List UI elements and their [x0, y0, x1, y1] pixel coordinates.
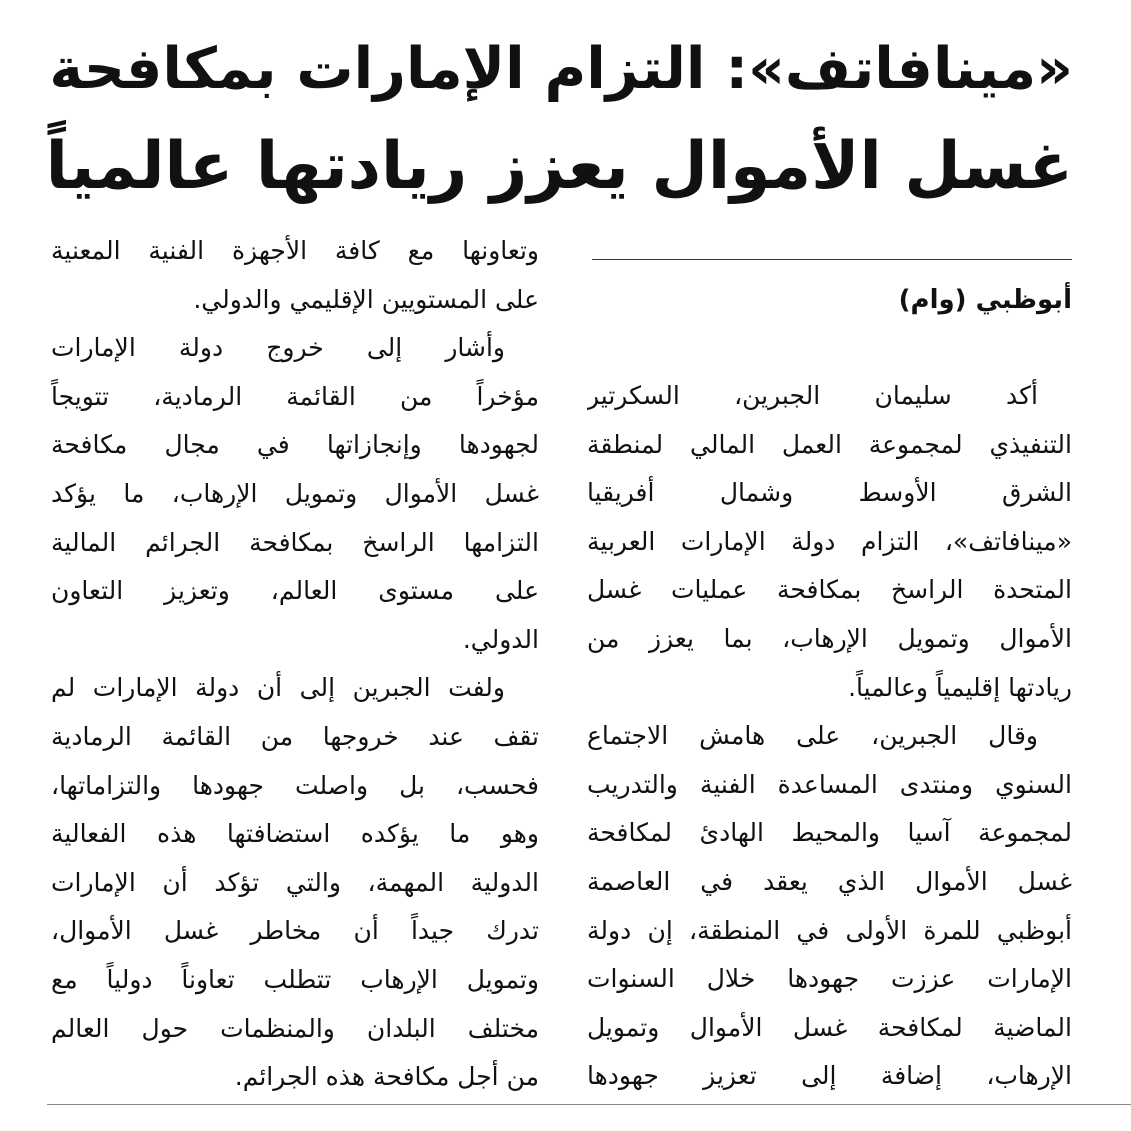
text-line: المتحدة الراسخ بمكافحة عمليات غسل	[587, 575, 1072, 605]
headline-line-1: «مينافاتف»: التزام الإمارات بمكافحة	[49, 36, 1073, 102]
text-line: وتمويل الإرهاب تتطلب تعاوناً دولياً مع	[51, 964, 539, 994]
text-line: وتعاونها مع كافة الأجهزة الفنية المعنية	[51, 236, 539, 265]
text-line: الدولي.	[462, 624, 539, 654]
text-line: وأشار إلى خروج دولة الإمارات	[51, 333, 505, 363]
text-line: من أجل مكافحة هذه الجرائم.	[234, 1062, 539, 1092]
bottom-divider	[47, 1104, 1131, 1105]
text-line: أكد سليمان الجبرين، السكرتير	[587, 381, 1038, 410]
text-line: الماضية لمكافحة غسل الأموال وتمويل	[587, 1012, 1072, 1042]
text-line: غسل الأموال الذي يعقد في العاصمة	[587, 866, 1072, 896]
article-column-left	[51, 227, 539, 1102]
text-line: ريادتها إقليمياً وعالمياً.	[848, 672, 1072, 702]
text-line: الشرق الأوسط وشمال أفريقيا	[587, 478, 1072, 508]
text-line: غسل الأموال وتمويل الإرهاب، ما يؤكد	[51, 478, 539, 508]
text-line: على المستويين الإقليمي والدولي.	[193, 284, 539, 314]
text-line: على مستوى العالم، وتعزيز التعاون	[51, 576, 539, 606]
text-line: لمجموعة آسيا والمحيط الهادئ لمكافحة	[587, 818, 1072, 848]
text-line: السنوي ومنتدى المساعدة الفنية والتدريب	[587, 769, 1072, 799]
text-line: الإرهاب، إضافة إلى تعزيز جهودها	[587, 1061, 1072, 1091]
text-line: الأموال وتمويل الإرهاب، بما يعزز من	[587, 623, 1072, 653]
text-line: أبوظبي للمرة الأولى في المنطقة، إن دولة	[587, 915, 1072, 945]
text-line: لجهودها وإنجازاتها في مجال مكافحة	[51, 430, 539, 460]
text-line: ولفت الجبرين إلى أن دولة الإمارات لم	[51, 673, 505, 703]
text-line: مختلف البلدان والمنظمات حول العالم	[51, 1013, 539, 1043]
text-line: فحسب، بل واصلت جهودها والتزاماتها،	[51, 770, 539, 800]
text-line: الإمارات عززت جهودها خلال السنوات	[587, 964, 1072, 994]
article-byline: أبوظبي (وام)	[898, 285, 1072, 315]
text-line: وهو ما يؤكده استضافتها هذه الفعالية	[51, 819, 539, 849]
text-line: تدرك جيداً أن مخاطر غسل الأموال،	[51, 916, 539, 946]
text-line: التنفيذي لمجموعة العمل المالي لمنطقة	[587, 429, 1072, 459]
text-line: «مينافاتف»، التزام دولة الإمارات العربية	[587, 526, 1072, 556]
byline-divider	[592, 259, 1072, 260]
text-line: التزامها الراسخ بمكافحة الجرائم المالية	[51, 527, 539, 557]
text-line: تقف عند خروجها من القائمة الرمادية	[51, 721, 539, 751]
text-line: مؤخراً من القائمة الرمادية، تتويجاً	[51, 381, 539, 411]
text-line: الدولية المهمة، والتي تؤكد أن الإمارات	[51, 867, 539, 897]
article-headline	[43, 20, 1073, 216]
text-line: وقال الجبرين، على هامش الاجتماع	[587, 721, 1038, 751]
headline-line-2: غسل الأموال يعزز ريادتها عالمياً	[45, 129, 1073, 204]
article-column-right	[587, 372, 1072, 1101]
